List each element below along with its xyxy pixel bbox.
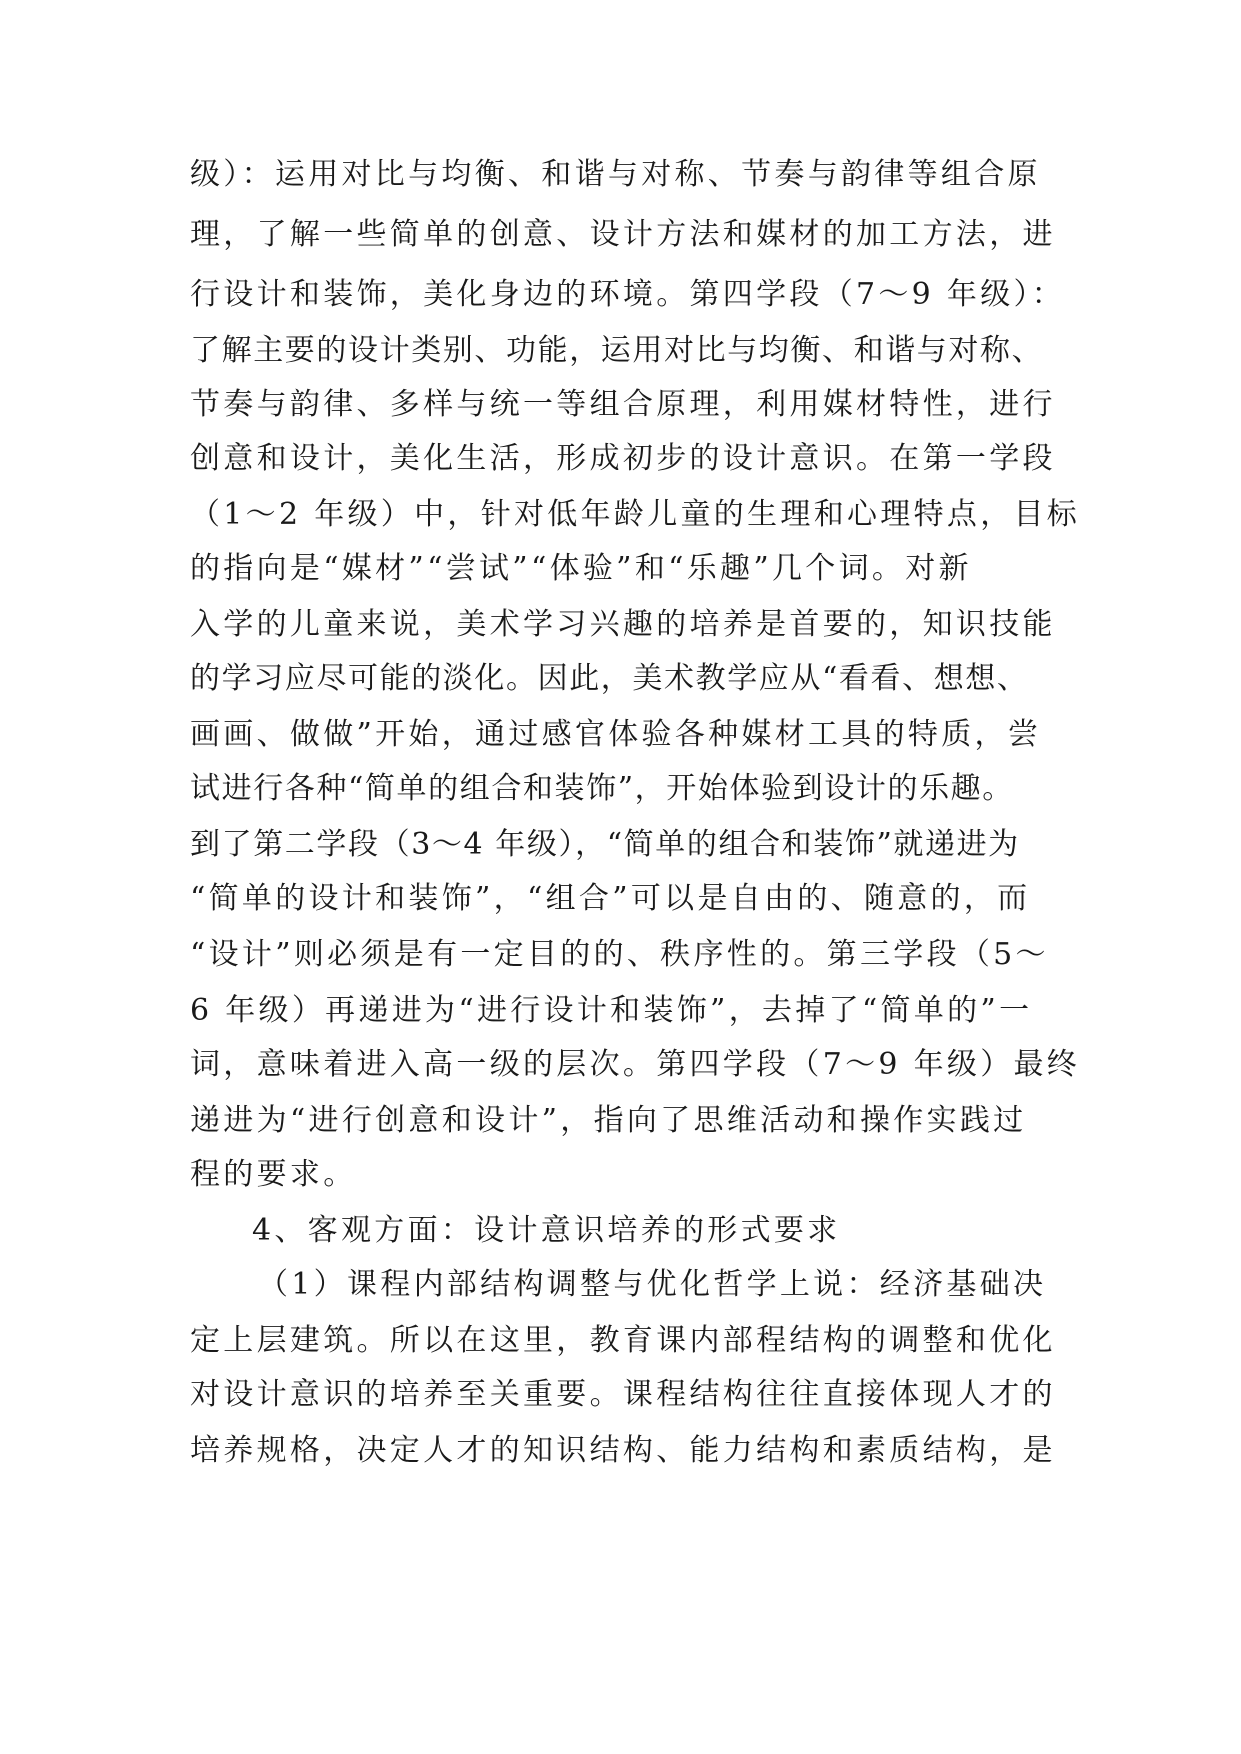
body-text-line: 创意和设计，美化生活，形成初步的设计意识。在第一学段 (190, 441, 1056, 476)
body-text-line: “简单的设计和装饰”，“组合”可以是自由的、随意的，而 (190, 881, 1031, 916)
body-text-line: 理，了解一些简单的创意、设计方法和媒材的加工方法，进 (190, 217, 1056, 252)
body-text-line: 递进为“进行创意和设计”，指向了思维活动和操作实践过 (190, 1103, 1027, 1138)
body-text-line: 了解主要的设计类别、功能，运用对比与均衡、和谐与对称、 (190, 333, 1044, 368)
body-text-line: 到了第二学段（3～4 年级），“简单的组合和装饰”就递进为 (190, 827, 1020, 862)
body-text-line: （1）课程内部结构调整与优化哲学上说：经济基础决 (258, 1267, 1047, 1302)
body-text-line: 对设计意识的培养至关重要。课程结构往往直接体现人才的 (190, 1377, 1056, 1412)
body-text-line: 的指向是“媒材”“尝试”“体验”和“乐趣”几个词。对新 (190, 551, 972, 586)
body-text-line: 行设计和装饰，美化身边的环境。第四学段（7～9 年级）： (190, 277, 1066, 312)
body-text-line: 画画、做做”开始，通过感官体验各种媒材工具的特质，尝 (190, 717, 1042, 752)
body-text-line: 试进行各种“简单的组合和装饰”，开始体验到设计的乐趣。 (190, 771, 1014, 806)
body-text-line: 培养规格，决定人才的知识结构、能力结构和素质结构，是 (190, 1433, 1056, 1468)
body-text-line: 的学习应尽可能的淡化。因此，美术教学应从“看看、想想、 (190, 661, 1029, 696)
body-text-line: “设计”则必须是有一定目的的、秩序性的。第三学段（5～ (190, 937, 1049, 972)
body-text-line: （1～2 年级）中，针对低年龄儿童的生理和心理特点，目标 (190, 497, 1081, 532)
body-text-line: 入学的儿童来说，美术学习兴趣的培养是首要的，知识技能 (190, 607, 1056, 642)
body-text-line: 定上层建筑。所以在这里，教育课内部程结构的调整和优化 (190, 1323, 1056, 1358)
body-text-line: 级）：运用对比与均衡、和谐与对称、节奏与韵律等组合原 (190, 157, 1041, 192)
body-text-line: 节奏与韵律、多样与统一等组合原理，利用媒材特性，进行 (190, 387, 1056, 422)
body-text-line: 词，意味着进入高一级的层次。第四学段（7～9 年级）最终 (190, 1047, 1081, 1082)
body-text-line: 程的要求。 (190, 1157, 357, 1192)
section-heading: 4、客观方面：设计意识培养的形式要求 (252, 1213, 841, 1248)
body-text-line: 6 年级）再递进为“进行设计和装饰”，去掉了“简单的”一 (190, 993, 1033, 1028)
